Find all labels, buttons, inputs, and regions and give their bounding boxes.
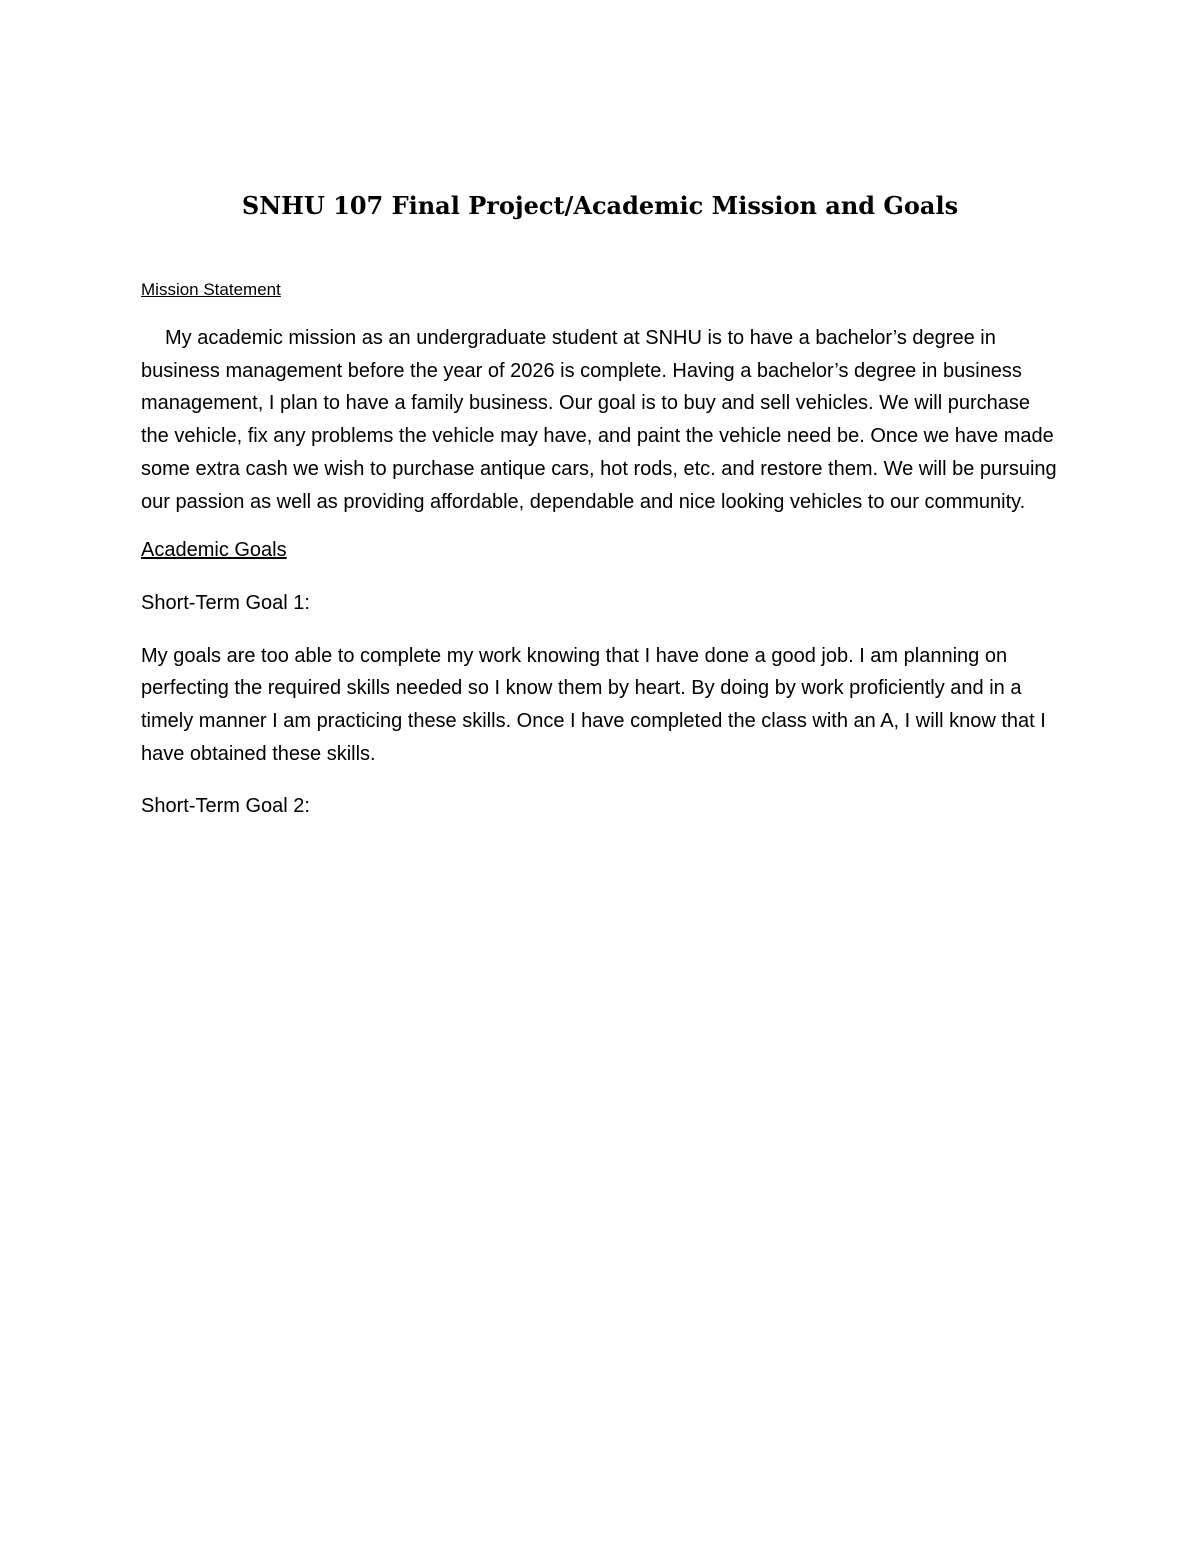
goal1-paragraph: My goals are too able to complete my work knowing that I have done a good job. I am planning on perfecting the required skills needed so I know them by heart. By doing by work proficiently and in a timely manner I am practicing these skills. Once I have completed the class with an A, I will know that I have obtained these skills.: [141, 644, 1046, 765]
document-body: [141, 278, 1061, 843]
mission-heading: Mission Statement: [141, 280, 281, 299]
document-title: SNHU 107 Final Project/Academic Mission and Goals: [241, 191, 959, 220]
mission-paragraph: My academic mission as an undergraduate student at SNHU is to have a bachelor’s degree in business management before the year of 2026 is complete. Having a bachelor’s degree in business management, I plan to have a family business. Our goal is to buy and sell vehicles. We will purchase the vehicle, fix any problems the vehicle may have, and paint the vehicle need be. Once we have made some extra cash we wish to purchase antique cars, hot rods, etc. and restore them. We will be pursuing our passion as well as providing affordable, dependable and nice looking vehicles to our community.: [141, 327, 1057, 513]
goal2-label: Short-Term Goal 2:: [141, 795, 310, 818]
goal1-label: Short-Term Goal 1:: [141, 591, 310, 614]
goals-heading: Academic Goals: [141, 539, 287, 562]
